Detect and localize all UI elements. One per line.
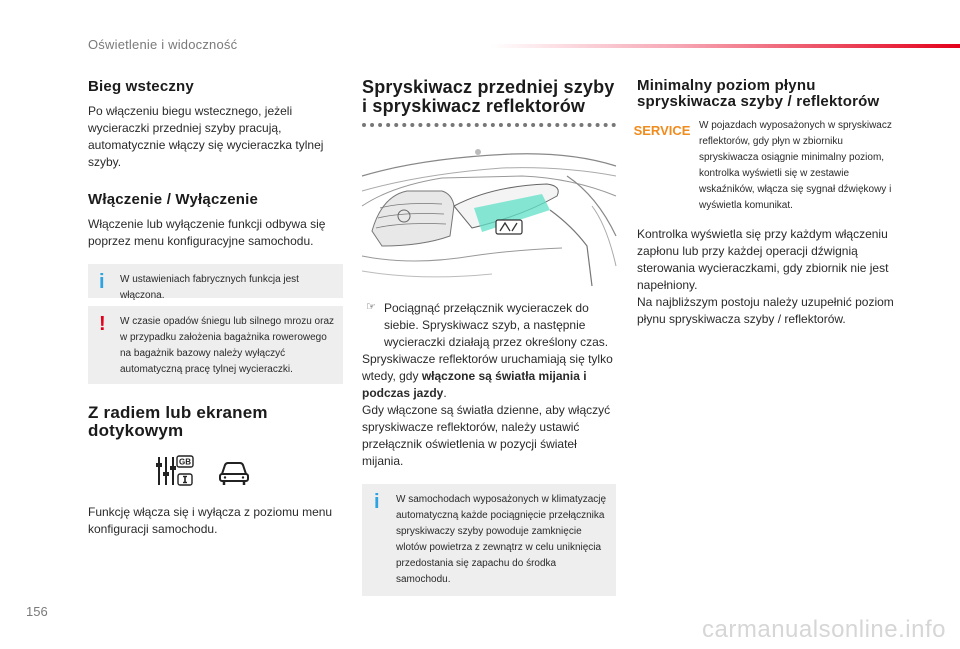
column-middle: [362, 78, 620, 116]
headlamp-washer-text: [362, 351, 620, 402]
service-note: [699, 118, 899, 214]
bullet-pull-lever: [362, 300, 620, 351]
heading-dotted-rule: [362, 123, 616, 127]
column-right: [633, 77, 899, 328]
warning-light-text: Kontrolka wyświetla się przy każdym włączeniu zapłonu lub przy każdej operacji dźwignią sterowania wycieraczkami, gdy zbiornik nie jest napełniony.: [637, 227, 889, 292]
column-left: [88, 78, 343, 538]
info-icon: i: [99, 271, 105, 293]
washer-body: [362, 300, 620, 470]
washer-heading: Spryskiwacz przedniej szyby i spryskiwacz reflektorów: [362, 77, 615, 116]
info-note-text: W ustawieniach fabrycznych funkcja jest włączona.: [120, 274, 299, 301]
page-number: 156: [26, 604, 48, 619]
warning-icon: !: [99, 313, 106, 335]
service-note-text: W pojazdach wyposażonych w spryskiwacz reflektorów, gdy płyn w zbiorniku spryskiwacza osiągnie minimalny poziom, kontrolka wyświetli się w zestawie wskaźników, włącza się sygnał dźwiękowy i wyświetla komunikat.: [699, 120, 892, 211]
info-note-climate-text: W samochodach wyposażonych w klimatyzację automatyczną każde pociągnięcie przełącznika spryskiwaczy szyby powoduje zamknięcie wlotów powietrza z zewnątrz w celu uniknięcia przedostania się zapachu do środka samochodu.: [396, 494, 607, 585]
header-accent-bar: [490, 44, 960, 48]
headlamp-washer-text-end: .: [443, 386, 447, 400]
section-title: Oświetlenie i widoczność: [88, 37, 238, 52]
info-note-factory: [88, 264, 343, 301]
min-level-heading: Minimalny poziom płynu spryskiwacza szyby / reflektorów: [637, 77, 880, 110]
reverse-gear-heading: Bieg wsteczny: [88, 78, 194, 95]
site-watermark: carmanualsonline.info: [702, 616, 946, 643]
radio-touchscreen-text: Funkcję włącza się i wyłącza z poziomu menu konfiguracji samochodu.: [88, 505, 333, 536]
service-warning-icon: [633, 122, 691, 138]
headlamp-washer-text-bold: włączone są światła mijania i podczas jazdy: [362, 369, 587, 400]
info-icon: i: [374, 491, 380, 513]
on-off-text: Włączenie lub wyłączenie funkcji odbywa się poprzez menu konfiguracyjne samochodu.: [88, 217, 326, 248]
reverse-gear-text: Po włączeniu biegu wstecznego, jeżeli wycieraczki przedniej szyby pracują, automatycznie włączy się wycieraczka tylnej szyby.: [88, 104, 324, 169]
refill-text: Na najbliższym postoju należy uzupełnić poziom płynu spryskiwacza szyby / reflektorów.: [637, 295, 894, 326]
radio-touchscreen-heading: Z radiem lub ekranem dotykowym: [88, 403, 268, 440]
warning-note-text: W czasie opadów śniegu lub silnego mrozu oraz w przypadku założenia bagażnika rowerowego na bagażnik bazowy należy wyłączyć automatyczną pracę tylnej wycieraczki.: [120, 316, 334, 375]
bullet-pull-lever-text: Pociągnąć przełącznik wycieraczek do siebie. Spryskiwacz szyb, a następnie wycieraczki działają przez określony czas.: [384, 301, 609, 349]
car-icon: [218, 454, 250, 488]
pointer-arrow-icon: ☞: [366, 301, 376, 313]
daylight-washer-text: Gdy włączone są światła dzienne, aby włączyć spryskiwacze reflektorów, należy ustawić przełącznik oświetlenia w pozycji świateł mijania.: [362, 403, 611, 468]
info-note-climate: [362, 484, 616, 596]
settings-sliders-icon: [156, 454, 196, 488]
car-front-illustration: [362, 136, 616, 286]
on-off-heading: Włączenie / Wyłączenie: [88, 191, 259, 208]
headlamp-washer-text-a: Spryskiwacze reflektorów uruchamiają się tylko wtedy, gdy: [362, 352, 613, 383]
menu-icons-row: [156, 454, 343, 488]
service-warning-label: SERVICE: [633, 123, 691, 138]
gb-label: GB: [179, 457, 191, 467]
warning-note-snow: [88, 306, 343, 384]
